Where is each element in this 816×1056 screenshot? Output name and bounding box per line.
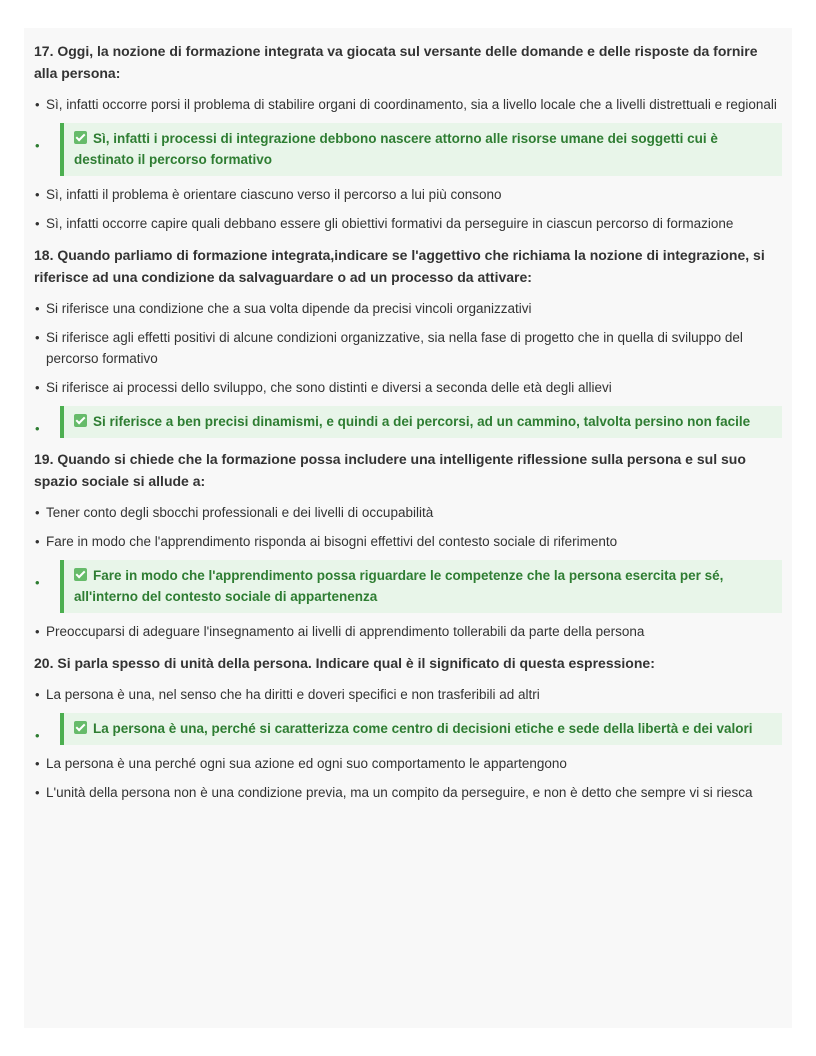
check-box-icon [74, 721, 87, 734]
correct-answer-highlight [60, 713, 782, 745]
answer-text: L'unità della persona non è una condizione previa, ma un compito da perseguire, e non è detto che sempre vi si riesca [46, 785, 753, 800]
answer-text: Sì, infatti occorre capire quali debbano essere gli obiettivi formativi da perseguire in ciascun percorso di formazione [46, 216, 734, 231]
answer-item-correct [34, 123, 782, 176]
question-block [34, 40, 782, 234]
quiz-sheet [24, 28, 792, 1028]
answer-list [34, 684, 782, 803]
question-title: 20. Si parla spesso di unità della persona. Indicare qual è il significato di questa espressione: [34, 655, 655, 671]
answer-item [34, 502, 782, 523]
answer-item [34, 298, 782, 319]
answer-item [34, 377, 782, 398]
answer-item [34, 184, 782, 205]
answer-item [34, 782, 782, 803]
answer-item-correct [34, 713, 782, 745]
answer-item-correct [34, 406, 782, 438]
question-block [34, 448, 782, 642]
answer-item [34, 684, 782, 705]
answer-text: Preoccuparsi di adeguare l'insegnamento ai livelli di apprendimento tollerabili da parte della persona [46, 624, 645, 639]
answer-item-correct [34, 560, 782, 613]
answer-text: Si riferisce agli effetti positivi di alcune condizioni organizzative, sia nella fase di progetto che in quella di sviluppo del percorso formativo [46, 330, 743, 366]
answer-text: Sì, infatti occorre porsi il problema di stabilire organi di coordinamento, sia a livello locale che a livelli distrettuali e regionali [46, 97, 777, 112]
answer-item [34, 327, 782, 369]
question-block [34, 652, 782, 803]
correct-answer-highlight [60, 406, 782, 438]
answer-list [34, 502, 782, 642]
answer-text: La persona è una perché ogni sua azione ed ogni suo comportamento le appartengono [46, 756, 567, 771]
check-box-icon [74, 414, 87, 427]
answer-text: Si riferisce una condizione che a sua volta dipende da precisi vincoli organizzativi [46, 301, 532, 316]
answer-text: Si riferisce a ben precisi dinamismi, e quindi a dei percorsi, ad un cammino, talvolta persino non facile [93, 414, 751, 429]
answer-list [34, 298, 782, 438]
answer-item [34, 213, 782, 234]
answer-item [34, 621, 782, 642]
answer-list [34, 94, 782, 234]
answer-text: La persona è una, perché si caratterizza come centro di decisioni etiche e sede della libertà e dei valori [93, 721, 753, 736]
answer-text: Tener conto degli sbocchi professionali e dei livelli di occupabilità [46, 505, 434, 520]
check-box-icon [74, 131, 87, 144]
question-title: 17. Oggi, la nozione di formazione integrata va giocata sul versante delle domande e delle risposte da fornire alla persona: [34, 43, 758, 81]
answer-text: La persona è una, nel senso che ha diritti e doveri specifici e non trasferibili ad altri [46, 687, 540, 702]
question-title: 18. Quando parliamo di formazione integrata,indicare se l'aggettivo che richiama la nozione di integrazione, si riferisce ad una condizione da salvaguardare o ad un processo da attivare: [34, 247, 765, 285]
correct-answer-highlight [60, 560, 782, 613]
question-block [34, 244, 782, 438]
answer-text: Sì, infatti il problema è orientare ciascuno verso il percorso a lui più consono [46, 187, 502, 202]
check-box-icon [74, 568, 87, 581]
answer-item [34, 531, 782, 552]
question-title: 19. Quando si chiede che la formazione possa includere una intelligente riflessione sulla persona e sul suo spazio sociale si allude a: [34, 451, 746, 489]
answer-text: Si riferisce ai processi dello sviluppo, che sono distinti e diversi a seconda delle età degli allievi [46, 380, 612, 395]
answer-item [34, 94, 782, 115]
answer-text: Fare in modo che l'apprendimento possa riguardare le competenze che la persona esercita per sé, all'interno del contesto sociale di appartenenza [74, 568, 724, 604]
answer-text: Fare in modo che l'apprendimento risponda ai bisogni effettivi del contesto sociale di riferimento [46, 534, 618, 549]
answer-text: Sì, infatti i processi di integrazione debbono nascere attorno alle risorse umane dei soggetti cui è destinato il percorso formativo [74, 131, 718, 167]
answer-item [34, 753, 782, 774]
correct-answer-highlight [60, 123, 782, 176]
